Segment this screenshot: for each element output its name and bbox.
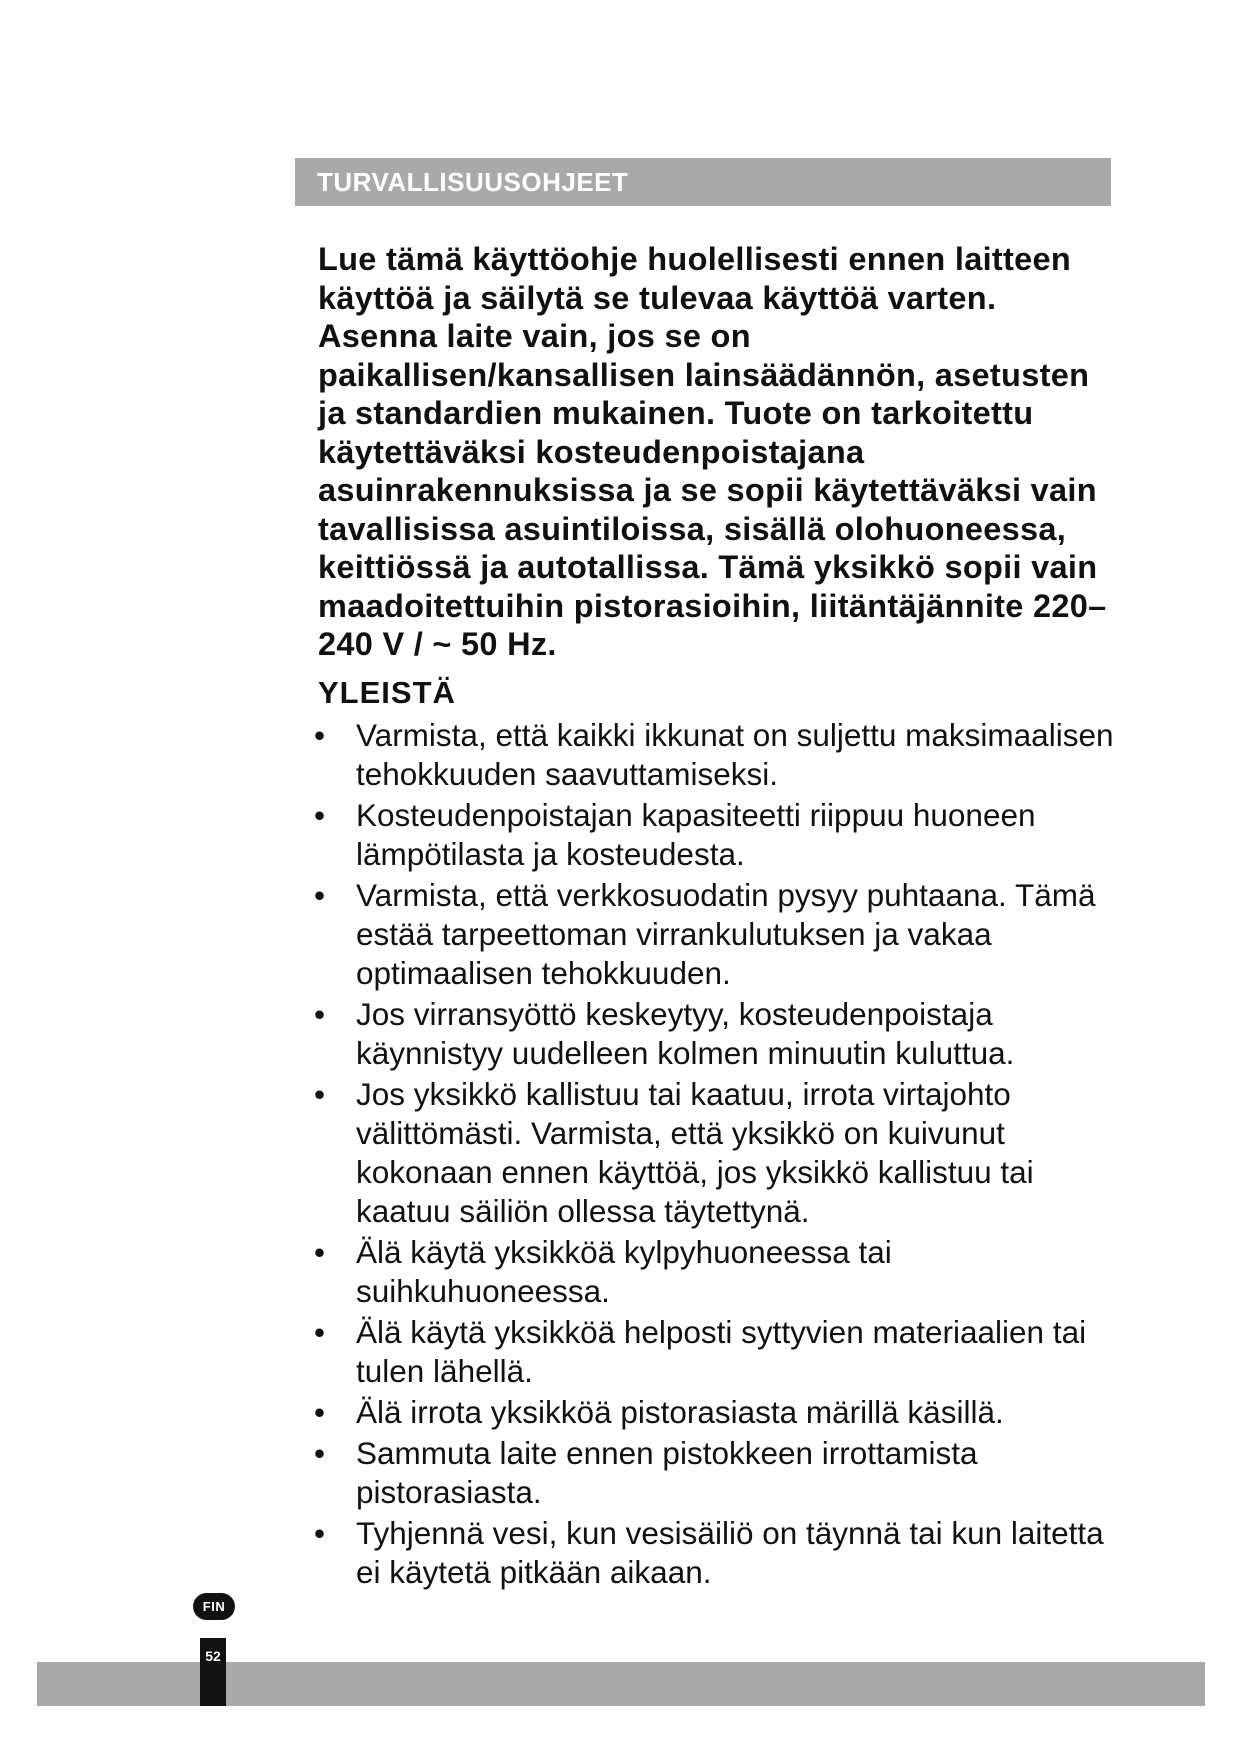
bullet-icon: • xyxy=(314,1394,326,1430)
intro-paragraph: Lue tämä käyttöohje huolellisesti ennen laitteen käyttöä ja säilytä se tulevaa käyttöä varten. Asenna laite vain, jos se on paikallisen/kansallisen lainsäädännön, asetusten ja standardien mukainen. Tuote on tarkoitettu käytettäväksi kosteudenpoistajana asuinrakennuksissa ja se sopii käytettäväksi vain tavallisissa asuintiloissa, sisällä olohuoneessa, keittiössä ja autotallissa. Tämä yksikkö sopii vain maadoitettuihin pistorasioihin, liitäntäjännite 220–240 V / ~ 50 Hz. xyxy=(318,241,1107,662)
bullet-icon: • xyxy=(314,1314,326,1350)
bullet-icon: • xyxy=(314,1435,326,1471)
bullet-icon: • xyxy=(314,1234,326,1270)
list-item xyxy=(312,716,1117,794)
list-item-text: Älä käytä yksikköä helposti syttyvien materiaalien tai tulen lähellä. xyxy=(356,1314,1087,1389)
list-item xyxy=(312,995,1117,1073)
list-item xyxy=(312,1075,1117,1231)
list-item xyxy=(312,1313,1117,1391)
list-item-text: Tyhjennä vesi, kun vesisäiliö on täynnä tai kun laitetta ei käytetä pitkään aikaan. xyxy=(356,1515,1104,1590)
list-item-text: Jos virransyöttö keskeytyy, kosteudenpoistaja käynnistyy uudelleen kolmen minuutin kuluttua. xyxy=(356,996,1015,1071)
bullet-icon: • xyxy=(314,877,326,913)
general-heading: YLEISTÄ xyxy=(318,675,456,710)
list-item-text: Varmista, että kaikki ikkunat on suljettu maksimaalisen tehokkuuden saavuttamiseksi. xyxy=(356,717,1114,792)
list-item-text: Kosteudenpoistajan kapasiteetti riippuu huoneen lämpötilasta ja kosteudesta. xyxy=(356,797,1036,872)
bullet-icon: • xyxy=(314,797,326,833)
list-item-text: Älä irrota yksikköä pistorasiasta märillä käsillä. xyxy=(356,1394,1004,1430)
section-title: TURVALLISUUSOHJEET xyxy=(317,167,629,197)
list-item xyxy=(312,1393,1117,1432)
list-item-text: Jos yksikkö kallistuu tai kaatuu, irrota virtajohto välittömästi. Varmista, että yksikkö on kuivunut kokonaan ennen käyttöä, jos yksikkö kallistuu tai kaatuu säiliön ollessa täytettynä. xyxy=(356,1076,1034,1229)
page-number: 52 xyxy=(205,1648,221,1664)
bullet-icon: • xyxy=(314,717,326,753)
bullet-icon: • xyxy=(314,1076,326,1112)
list-item xyxy=(312,1233,1117,1311)
bullet-icon: • xyxy=(314,1515,326,1551)
bullet-icon: • xyxy=(314,996,326,1032)
list-item-text: Älä käytä yksikköä kylpyhuoneessa tai suihkuhuoneessa. xyxy=(356,1234,892,1309)
page-number-tab xyxy=(200,1638,226,1706)
section-header xyxy=(295,158,1111,206)
list-item xyxy=(312,1434,1117,1512)
list-item xyxy=(312,796,1117,874)
general-bullet-list xyxy=(312,716,1117,1594)
list-item-text: Varmista, että verkkosuodatin pysyy puhtaana. Tämä estää tarpeettoman virrankulutuksen ja vakaa optimaalisen tehokkuuden. xyxy=(356,877,1096,991)
language-badge: FIN xyxy=(193,1593,235,1620)
list-item xyxy=(312,1514,1117,1592)
list-item xyxy=(312,876,1117,993)
list-item-text: Sammuta laite ennen pistokkeen irrottamista pistorasiasta. xyxy=(356,1435,978,1510)
